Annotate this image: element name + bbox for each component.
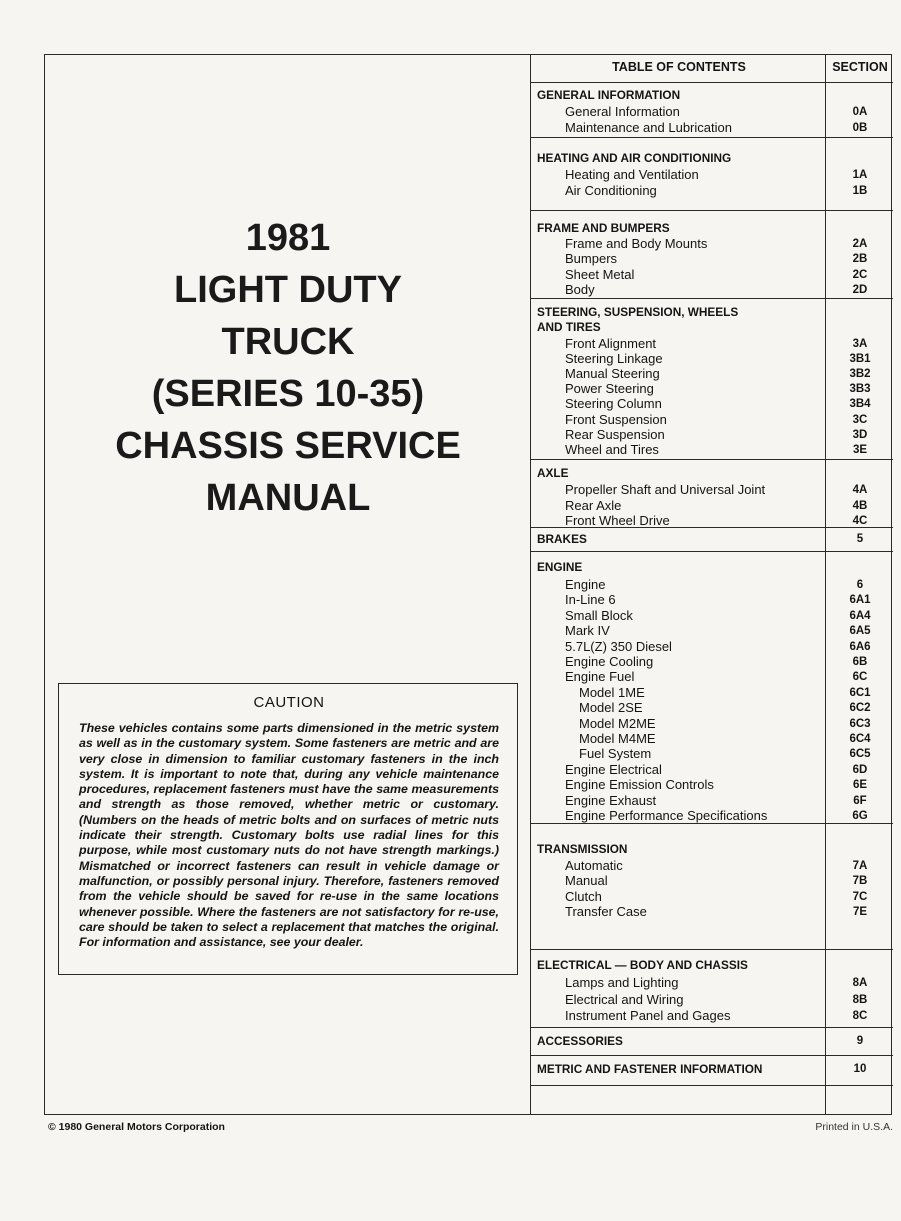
toc-group-title: HEATING AND AIR CONDITIONING (537, 151, 732, 165)
toc-item-label: Power Steering (565, 381, 654, 397)
toc-item-label: Front Wheel Drive (565, 513, 670, 528)
title-line-manual: MANUAL (205, 477, 371, 519)
toc-item-label: Lamps and Lighting (565, 975, 679, 990)
toc-section-number: 8A (852, 977, 868, 989)
toc-section-number: 7C (852, 890, 868, 903)
toc-item-label: Air Conditioning (565, 182, 657, 198)
toc-section-number: 4A (852, 484, 868, 496)
toc-section-number: 6C4 (849, 733, 871, 745)
toc-item-label: Bumpers (565, 251, 618, 267)
toc-section-number: 9 (856, 1035, 864, 1047)
toc-group (531, 824, 893, 950)
toc-section-number: 3B2 (849, 368, 871, 381)
toc-section-number: 6C (852, 671, 868, 684)
toc-group-title: STEERING, SUSPENSION, WHEELS AND TIRES (537, 305, 739, 334)
toc-item-label: Engine Exhaust (565, 792, 657, 808)
toc-item-label: Engine Cooling (565, 654, 654, 669)
toc-group (531, 138, 893, 211)
toc-section-number: 6D (852, 763, 868, 776)
toc-group-title: ENGINE (537, 560, 583, 574)
toc-group-title: ACCESSORIES (537, 1034, 623, 1048)
printed-notice: Printed in U.S.A. (815, 1121, 893, 1133)
toc-group (531, 1056, 893, 1086)
caution-box (58, 683, 518, 975)
toc-item-label: Automatic (565, 858, 623, 873)
toc-group (531, 1028, 893, 1056)
toc-section-number: 1B (852, 184, 868, 197)
toc-section-number: 6 (856, 579, 864, 591)
toc-item-label: General Information (565, 104, 680, 119)
toc-group-title: METRIC AND FASTENER INFORMATION (537, 1062, 763, 1076)
toc-section-number: 6F (853, 794, 867, 807)
toc-item-label: Model 2SE (579, 700, 643, 716)
toc-item-label: Wheel and Tires (565, 441, 659, 457)
toc-group-title: TRANSMISSION (537, 842, 628, 856)
toc-section-number: 2D (852, 283, 868, 296)
toc-section-number: 6C1 (849, 686, 871, 699)
toc-group (531, 950, 893, 1028)
copyright-notice: © 1980 General Motors Corporation (48, 1121, 225, 1133)
toc-item-label: Steering Linkage (565, 351, 663, 367)
toc-group-title: FRAME AND BUMPERS (537, 221, 670, 235)
toc-header-section: SECTION (832, 60, 888, 74)
toc-section-number: 7E (852, 905, 868, 918)
toc-section-number: 6A5 (849, 625, 871, 638)
toc-group (531, 211, 893, 299)
toc-item-label: Front Suspension (565, 411, 667, 427)
toc-item-label: Fuel System (579, 746, 652, 762)
toc-item-label: Transfer Case (565, 903, 647, 919)
toc-section-number: 8B (852, 993, 868, 1006)
toc-section-number: 4C (852, 515, 868, 527)
toc-section-number: 3B1 (849, 353, 871, 366)
toc-section-number: 1A (852, 169, 868, 181)
title-line-truck: TRUCK (221, 321, 355, 363)
title-line-year: 1981 (245, 217, 331, 259)
toc-item-label: In-Line 6 (565, 592, 616, 608)
toc-section-number: 6A1 (849, 594, 871, 607)
toc-item-label: 5.7L(Z) 350 Diesel (565, 638, 672, 654)
toc-group (531, 460, 893, 528)
toc-section-number: 3A (852, 338, 868, 350)
toc-section-number: 6A6 (849, 640, 871, 653)
toc-item-label: Rear Suspension (565, 426, 665, 442)
toc-group (531, 299, 893, 460)
toc-item-label: Engine Emission Controls (565, 777, 714, 793)
toc-item-label: Clutch (565, 888, 602, 904)
toc-header-title: TABLE OF CONTENTS (612, 60, 746, 74)
toc-group-title: BRAKES (537, 532, 587, 546)
toc-item-label: Manual (565, 873, 608, 889)
toc-section-number: 6A4 (849, 609, 871, 622)
toc-item-label: Steering Column (565, 396, 662, 412)
toc-item-label: Model 1ME (579, 684, 645, 700)
caution-body: These vehicles contains some parts dimensioned in the metric system as well as in the customary system. Some fasteners are metric and are very close in dimension to familiar customary fasteners in the inch system. It is important to note that, during any vehicle maintenance procedures, replacement fasteners must have the same measurements and strength as those removed, whether metric or customary. (Numbers on the heads of metric bolts and on surfaces of metric nuts indicate their strength. Customary bolts use radial lines for this purpose, while most customary nuts do not have strength markings.) Mismatched or incorrect fasteners can result in vehicle damage or malfunction, or possibly personal injury. Therefore, fasteners removed from the vehicle should be saved for re-use in the same locations whenever possible. Where the fasteners are not satisfactory for re-use, care should be taken to select a replacement that matches the original. For information and assistance, see your dealer. (79, 721, 499, 950)
toc-item-label: Body (565, 281, 595, 297)
toc-item-label: Model M4ME (579, 731, 656, 746)
caution-title: CAUTION (253, 694, 325, 711)
toc-section-number: 2B (852, 253, 868, 266)
toc-section-number: 3D (852, 428, 868, 441)
toc-item-label: Engine Fuel (565, 669, 635, 685)
toc-section-number: 4B (852, 499, 868, 512)
table-of-contents (530, 54, 893, 1115)
toc-group-title: AXLE (537, 466, 569, 480)
toc-section-number: 3B4 (849, 398, 871, 411)
toc-item-label: Manual Steering (565, 366, 660, 382)
toc-section-number: 3B3 (849, 383, 871, 396)
toc-section-number: 10 (853, 1063, 867, 1075)
toc-section-number: 3E (852, 443, 868, 456)
toc-group-title: ELECTRICAL — BODY AND CHASSIS (537, 958, 748, 972)
toc-item-label: Frame and Body Mounts (565, 236, 708, 251)
toc-item-label: Engine Electrical (565, 761, 662, 777)
toc-section-number: 7A (852, 860, 868, 872)
toc-group (531, 528, 893, 552)
toc-section-number: 8C (852, 1010, 868, 1022)
toc-item-label: Mark IV (565, 623, 610, 639)
toc-item-label: Small Block (565, 607, 633, 623)
toc-section-number: 0A (852, 106, 868, 118)
toc-item-label: Instrument Panel and Gages (565, 1008, 731, 1023)
toc-section-number: 3C (852, 413, 868, 426)
toc-section-number: 6C2 (849, 702, 871, 715)
title-line-chassis: CHASSIS SERVICE (115, 425, 461, 467)
toc-item-label: Rear Axle (565, 497, 622, 513)
toc-item-label: Model M2ME (579, 715, 656, 731)
toc-section-number: 0B (852, 121, 868, 134)
toc-section-number: 5 (856, 533, 864, 545)
toc-section-number: 6E (852, 779, 868, 792)
toc-item-label: Sheet Metal (565, 266, 635, 282)
toc-section-number: 6C3 (849, 717, 871, 730)
toc-item-label: Engine (565, 577, 606, 592)
toc-group (531, 552, 893, 824)
title-line-duty: LIGHT DUTY (174, 269, 402, 311)
toc-section-number: 7B (852, 875, 868, 888)
toc-section-number: 6B (852, 656, 868, 668)
toc-section-number: 6G (852, 810, 868, 822)
toc-section-number: 6C5 (849, 748, 871, 761)
toc-section-number: 2C (852, 268, 868, 281)
toc-group-title: GENERAL INFORMATION (537, 88, 681, 102)
toc-item-label: Maintenance and Lubrication (565, 119, 732, 135)
toc-section-number: 2A (852, 238, 868, 250)
toc-header (531, 54, 893, 83)
toc-item-label: Propeller Shaft and Universal Joint (565, 482, 766, 497)
toc-item-label: Electrical and Wiring (565, 991, 684, 1007)
toc-item-label: Engine Performance Specifications (565, 808, 768, 823)
title-line-series: (SERIES 10-35) (151, 373, 425, 415)
manual-title (44, 212, 532, 524)
toc-item-label: Front Alignment (565, 336, 657, 351)
toc-item-label: Heating and Ventilation (565, 167, 699, 182)
toc-group (531, 82, 893, 138)
